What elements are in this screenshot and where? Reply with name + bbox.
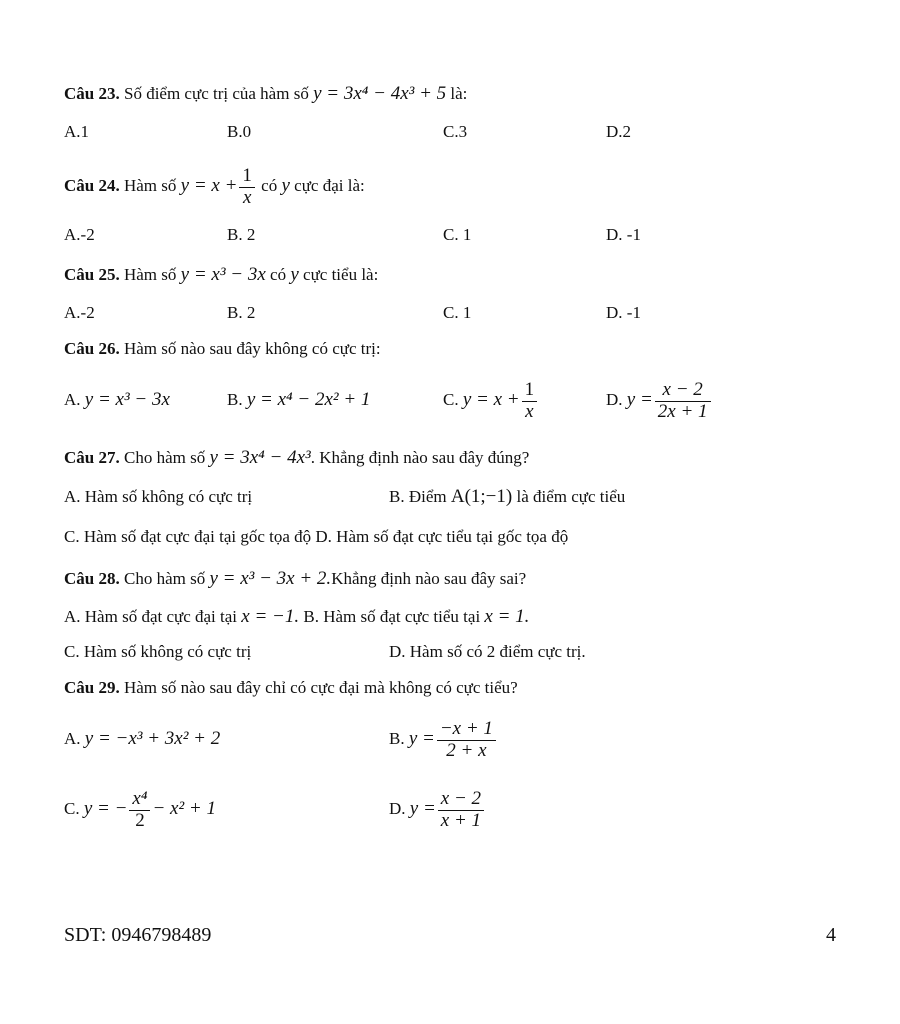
question-text: Số điểm cực trị của hàm số	[123, 84, 309, 103]
variable: y	[281, 175, 290, 196]
option-letter: C.	[443, 390, 459, 409]
option-d: D.2	[606, 122, 632, 141]
question-29	[64, 678, 518, 698]
question-24	[64, 164, 365, 208]
options-25	[64, 303, 864, 323]
option-letter: D.	[389, 799, 406, 818]
question-suffix: là:	[450, 84, 468, 103]
question-label: Câu 28.	[64, 569, 120, 588]
fraction-numerator: x − 2	[438, 789, 484, 811]
options-29-row2	[64, 784, 864, 836]
question-suffix: Khẳng định nào sau đây sai?	[331, 569, 527, 588]
question-28	[64, 569, 526, 589]
formula-lhs: y =	[409, 798, 436, 819]
question-27	[64, 448, 529, 468]
question-23	[64, 84, 467, 104]
options-27-row2	[64, 527, 568, 547]
option-d: D. -1	[606, 225, 641, 244]
option-text: A. Hàm số đạt cực đại tại	[64, 607, 238, 626]
formula: y = 3x⁴ − 4x³	[209, 447, 311, 468]
question-suffix: cực tiểu là:	[303, 265, 379, 284]
formula: y = −x³ + 3x² + 2	[84, 728, 221, 749]
question-label: Câu 23.	[64, 84, 120, 103]
options-28-row1	[64, 607, 529, 627]
option-text: là điểm cực tiểu	[516, 487, 626, 506]
option-letter: C.	[64, 799, 80, 818]
question-text: Hàm số nào sau đây chỉ có cực đại mà không có cực tiểu?	[123, 678, 518, 697]
option-letter: A.	[64, 729, 81, 748]
option-c	[64, 784, 216, 834]
option-a: A.-2	[64, 225, 95, 244]
option-c: C. Hàm số đạt cực đại tại gốc tọa độ	[64, 527, 312, 546]
formula: A(1;−1)	[450, 486, 513, 507]
footer-phone: SDT: 0946798489	[64, 924, 212, 946]
option-c: C.3	[443, 122, 468, 141]
option-b	[227, 390, 370, 410]
option-text: B. Điểm	[389, 487, 447, 506]
question-suffix-pre: có	[270, 265, 287, 284]
formula-lhs: y =	[408, 728, 435, 749]
options-27-row1	[64, 487, 864, 509]
formula: x = 1.	[484, 606, 530, 627]
option-b	[389, 714, 498, 764]
option-d: D. Hàm số có 2 điểm cực trị.	[389, 642, 586, 661]
fraction	[437, 719, 496, 762]
option-a	[64, 607, 303, 626]
option-a: A. Hàm số không có cực trị	[64, 487, 253, 506]
option-c	[443, 376, 539, 424]
option-a	[64, 729, 220, 749]
options-28-row2	[64, 642, 864, 662]
option-d: D. Hàm số đạt cực tiểu tại gốc tọa độ	[315, 527, 569, 546]
question-25	[64, 265, 378, 285]
question-label: Câu 25.	[64, 265, 120, 284]
question-label: Câu 27.	[64, 448, 120, 467]
variable: y	[290, 264, 299, 285]
option-d: D. -1	[606, 303, 641, 322]
option-a: A.1	[64, 122, 90, 141]
option-letter: B.	[227, 390, 243, 409]
question-text: Hàm số	[123, 176, 177, 195]
fraction-numerator: x⁴	[129, 789, 150, 811]
option-text: B. Hàm số đạt cực tiểu tại	[303, 607, 481, 626]
fraction-denominator: 2	[135, 809, 145, 831]
fraction-numerator: x − 2	[655, 380, 711, 402]
formula-lhs: y = x +	[462, 389, 520, 410]
fraction-numerator: −x + 1	[437, 719, 496, 741]
question-suffix: . Khẳng định nào sau đây đúng?	[310, 448, 530, 467]
formula: y = x⁴ − 2x² + 1	[246, 389, 371, 410]
option-d	[389, 784, 486, 834]
fraction	[438, 789, 484, 832]
option-b: B. 2	[227, 225, 256, 244]
formula: y = x³ − 3x + 2.	[209, 568, 332, 589]
option-b	[303, 607, 529, 626]
option-letter: B.	[389, 729, 405, 748]
fraction-denominator: x	[242, 186, 252, 208]
fraction-denominator: x + 1	[440, 809, 482, 831]
options-29-row1	[64, 714, 864, 764]
question-suffix-pre: có	[261, 176, 278, 195]
formula-rhs: − x² + 1	[152, 798, 216, 819]
formula-lhs: y = −	[83, 798, 128, 819]
option-c: C. 1	[443, 303, 472, 322]
option-d	[606, 376, 713, 424]
fraction	[655, 380, 711, 423]
question-text: Hàm số	[123, 265, 177, 284]
options-24	[64, 225, 864, 245]
question-26	[64, 339, 381, 359]
formula-lhs: y =	[626, 389, 653, 410]
question-text: Cho hàm số	[123, 569, 206, 588]
option-b	[389, 487, 625, 507]
fraction	[129, 789, 150, 832]
option-c: C. 1	[443, 225, 472, 244]
options-23	[64, 122, 864, 142]
formula: x = −1.	[241, 606, 300, 627]
fraction-denominator: x	[525, 400, 534, 422]
formula: y = x³ − 3x	[180, 264, 266, 285]
question-suffix: cực đại là:	[294, 176, 365, 195]
formula-lhs: y = x +	[180, 175, 238, 196]
formula: y = x³ − 3x	[84, 389, 170, 410]
question-label: Câu 29.	[64, 678, 120, 697]
fraction-denominator: 2 + x	[446, 739, 487, 761]
fraction-denominator: 2x + 1	[657, 400, 708, 422]
option-letter: D.	[606, 390, 623, 409]
options-26	[64, 376, 864, 426]
option-b: B. 2	[227, 303, 256, 322]
fraction	[239, 166, 255, 209]
option-a: A.-2	[64, 303, 95, 322]
option-b: B.0	[227, 122, 252, 141]
question-label: Câu 24.	[64, 176, 120, 195]
option-c: C. Hàm số không có cực trị	[64, 642, 252, 661]
option-a	[64, 390, 170, 410]
question-label: Câu 26.	[64, 339, 120, 358]
fraction	[522, 380, 538, 423]
question-text: Cho hàm số	[123, 448, 206, 467]
fraction-numerator: 1	[522, 380, 538, 402]
page-number: 4	[826, 924, 836, 946]
fraction-numerator: 1	[239, 166, 255, 188]
option-letter: A.	[64, 390, 81, 409]
question-text: Hàm số nào sau đây không có cực trị:	[123, 339, 381, 358]
formula: y = 3x⁴ − 4x³ + 5	[313, 83, 447, 104]
